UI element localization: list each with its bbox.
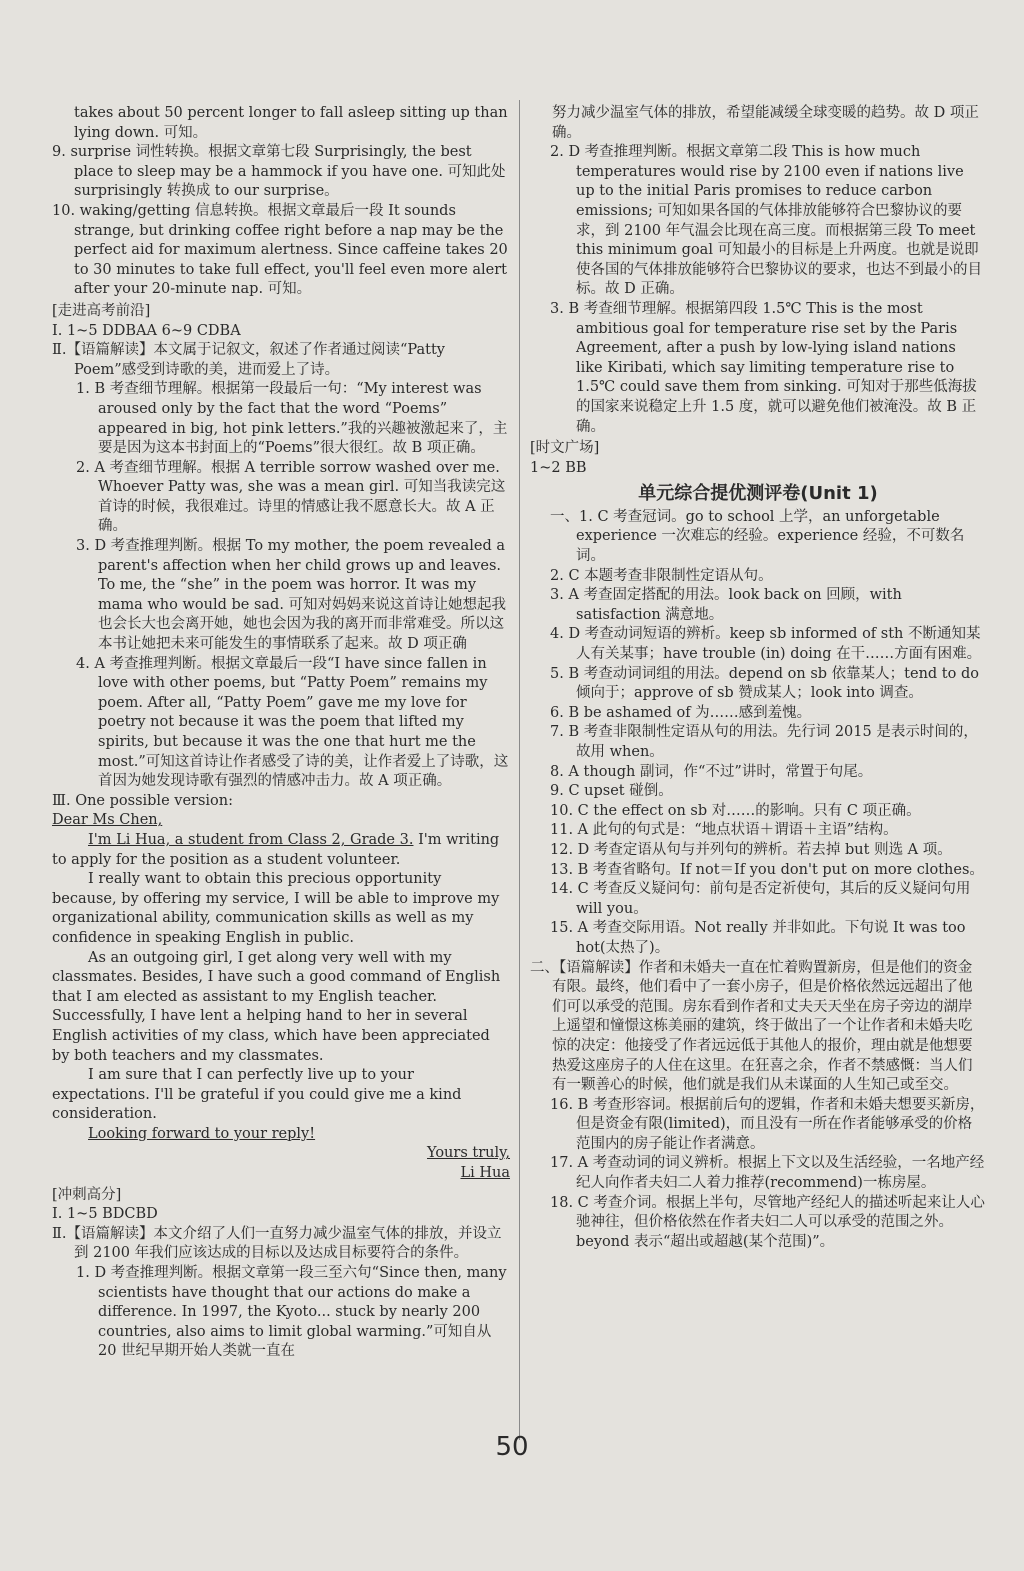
answer-item: 3. B 考查细节理解。根据第四段 1.5℃ This is the most ambitious goal for temperature rise set by the Paris Agreement, after a push by low-lying island nations like Kiribati, which say limiting temperature rise to 1.5℃ could save them from sinking. 可知对于那些低海拔的国家来说稳定上升 1.5 度，就可以避免他们被淹没。故 B 正确。 — [550, 300, 977, 435]
section-heading: [时文广场] — [530, 440, 600, 457]
passage-summary: Ⅱ.【语篇解读】本文属于记叙文，叙述了作者通过阅读“Patty Poem”感受到诗歌的美，进而爱上了诗。 — [52, 342, 445, 378]
answer-item: 2. C 本题考查非限制性定语从句。 — [550, 567, 773, 584]
essay-salutation: Dear Ms Chen, — [52, 812, 163, 829]
passage-summary: Ⅱ.【语篇解读】本文介绍了人们一直努力减少温室气体的排放，并设立到 2100 年我们应该达成的目标以及达成目标要符合的条件。 — [52, 1225, 502, 1262]
answer-paragraph: takes about 50 percent longer to fall asleep sitting up than lying down. 可知。 — [74, 105, 508, 141]
answer-item: 10. C the effect on sb 对……的影响。只有 C 项正确。 — [550, 802, 921, 819]
essay-paragraph — [52, 831, 510, 870]
essay-closing: Looking forward to your reply! — [88, 1125, 316, 1142]
answer-item: 1. B 考查细节理解。根据第一段最后一句：“My interest was aroused only by the fact that the word “Poems” appeared in big, hot pink letters.”我的兴趣被激起来了，主要是因为这本书封面上的“Poems”很大很红。故 B 项正确。 — [76, 381, 508, 457]
page-number: 50 — [495, 1432, 529, 1462]
left-column — [52, 104, 510, 1362]
answer-item: 7. B 考查非限制性定语从句的用法。先行词 2015 是表示时间的，故用 when。 — [550, 724, 978, 760]
section-heading: [冲刺高分] — [52, 1186, 122, 1203]
answer-item: 4. D 考查动词短语的辨析。keep sb informed of sth 不断通知某人有关某事；have trouble (in) doing 在干……方面有困难。 — [550, 626, 982, 663]
essay-signature: Li Hua — [460, 1165, 510, 1182]
essay-paragraph: I really want to obtain this precious opportunity because, by offering my service, I will be able to improve my organizational ability, communication skills as well as my confidence in speaking English in public. — [52, 871, 500, 946]
answer-item: 2. A 考查细节理解。根据 A terrible sorrow washed over me. Whoever Patty was, she was a mean girl. 可知当我读完这首诗的时候，我很难过。诗里的情感让我不愿意长大。故 A 正确。 — [76, 459, 506, 535]
answer-item: 8. A though 副词，作“不过”讲时，常置于句尾。 — [550, 763, 873, 780]
answer-item: 1. D 考查推理判断。根据文章第一段三至六句“Since then, many scientists have thought that our actions do make a difference. In 1997, the Kyoto... stuck by nearly 200 countries, also aims to limit global warming.”可知自从 20 世纪早期开始人类就一直在 — [76, 1265, 507, 1360]
section-heading: [走进高考前沿] — [52, 302, 151, 319]
answer-item: 17. A 考查动词的词义辨析。根据上下文以及生活经验，一名地产经纪人向作者夫妇二人着力推荐(recommend)一栋房屋。 — [550, 1155, 985, 1192]
answer-item: 18. C 考查介词。根据上半句，尽管地产经纪人的描述听起来让人心驰神往，但价格依然在作者夫妇二人可以承受的范围之外。beyond 表示“超出或超越(某个范围)”。 — [550, 1194, 985, 1250]
answer-item: 12. D 考查定语从句与并列句的辨析。若去掉 but 则选 A 项。 — [550, 841, 952, 858]
answer-line: 1~2 BB — [530, 459, 587, 476]
essay-paragraph: I am sure that I can perfectly live up to your expectations. I'll be grateful if you could give me a kind consideration. — [52, 1067, 462, 1123]
answer-item: 9. C upset 碰倒。 — [550, 783, 673, 800]
answer-item: 2. D 考查推理判断。根据文章第二段 This is how much temperatures would rise by 2100 even if nations live up to the initial Paris promises to reduce carbon emissions; 可知如果各国的气体排放能够符合巴黎协议的要求，到 2100 年气温会比现在高三度。而根据第三段 To meet this minimum goal 可知最小的目标是上升两度。也就是说即使各国的气体排放能够符合巴黎协议的要求，也达不到最小的目标。故 D 正确。 — [550, 144, 982, 298]
answer-item: 15. A 考查交际用语。Not really 并非如此。下句说 It was too hot(太热了)。 — [550, 920, 966, 956]
answer-line: Ⅰ. 1~5 BDCBD — [52, 1206, 158, 1223]
answer-item: 一、1. C 考查冠词。go to school 上学，an unforgetable experience 一次难忘的经验。experience 经验，不可数名词。 — [550, 508, 965, 565]
essay-paragraph: As an outgoing girl, I get along very well with my classmates. Besides, I have such a good command of English that I am elected as assistant to my English teacher. Successfully, I have lent a helping hand to her in several English activities of my class, which have been appreciated by both teachers and my classmates. — [52, 949, 501, 1064]
answer-line: Ⅰ. 1~5 DDBAA 6~9 CDBA — [52, 322, 241, 339]
essay-intro: I'm Li Hua, a student from Class 2, Grade 3. — [88, 831, 414, 848]
essay-heading: Ⅲ. One possible version: — [52, 792, 233, 809]
essay-intro-rest: I'm writing to apply for the position as a student volunteer. — [52, 831, 500, 868]
answer-item: 6. B be ashamed of 为……感到羞愧。 — [550, 704, 812, 721]
essay-signoff: Yours truly, — [427, 1145, 510, 1162]
answer-item: 4. A 考查推理判断。根据文章最后一段“I have since fallen in love with other poems, but “Patty Poem” remains my poem. After all, “Patty Poem” gave me my love for poetry not because it was the poem that lifted my spirits, but because it was the one that hurt me the most.”可知这首诗让作者感受了诗的美，让作者爱上了诗歌，这首因为她发现诗歌有强烈的情感冲击力。故 A 项正确。 — [76, 655, 509, 790]
answer-item: 3. D 考查推理判断。根据 To my mother, the poem revealed a parent's affection when her child grows up and leaves. To me, the “she” in the poem was horror. It was my mama who would be sad. 可知对妈妈来说这首诗让她想起我也会长大也会离开她，她也会因为我的离开而非常难受。所以这本书让她把未来可能发生的事情联系了起来。故 D 项正确 — [76, 538, 507, 653]
answer-item: 10. waking/getting 信息转换。根据文章最后一段 It sounds strange, but drinking coffee right before a nap may be the perfect aid for maximum alertness. Since caffeine takes 20 to 30 minutes to take full effect, you'll feel even more alert after your 20-minute nap. 可知。 — [52, 202, 508, 298]
answer-item: 3. A 考查固定搭配的用法。look back on 回顾，with satisfaction 满意地。 — [550, 587, 902, 623]
right-column — [530, 104, 986, 1252]
answer-item: 16. B 考查形容词。根据前后句的逻辑，作者和未婚夫想要买新房，但是资金有限(limited)，而且没有一所在作者能够承受的价格范围内的房子能让作者满意。 — [550, 1096, 985, 1152]
answer-item: 14. C 考查反义疑问句：前句是否定祈使句，其后的反义疑问句用 will you。 — [550, 881, 971, 917]
answer-item: 9. surprise 词性转换。根据文章第七段 Surprisingly, the best place to sleep may be a hammock if you have one. 可知此处 surprisingly 转换成 to our surprise。 — [52, 144, 506, 200]
answer-item: 13. B 考查省略句。If not＝If you don't put on more clothes。 — [550, 861, 984, 878]
answer-item: 5. B 考查动词词组的用法。depend on sb 依靠某人；tend to do 倾向于；approve of sb 赞成某人；look into 调查。 — [550, 665, 979, 702]
passage-summary: 二、【语篇解读】作者和未婚夫一直在忙着购置新房，但是他们的资金有限。最终，他们看中了一套小房子，但是价格依然远远超出了他们可以承受的范围。房东看到作者和丈夫天天坐在房子旁边的湖岸上遥望和憧憬这栋美丽的建筑，终于做出了一个让作者和未婚夫吃惊的决定：他接受了作者远远低于其他人的报价，理由就是他想要热爱这座房子的人住在这里。在狂喜之余，作者不禁感慨：当人们有一颗善心的时候，他们就是我们从未谋面的人生知己或至交。 — [530, 959, 973, 1094]
unit-test-title: 单元综合提优测评卷(Unit 1) — [638, 483, 878, 505]
answer-item: 11. A 此句的句式是：“地点状语＋谓语＋主语”结构。 — [550, 822, 898, 839]
answer-paragraph: 努力减少温室气体的排放，希望能减缓全球变暖的趋势。故 D 项正确。 — [552, 105, 979, 141]
column-divider — [519, 100, 520, 1440]
